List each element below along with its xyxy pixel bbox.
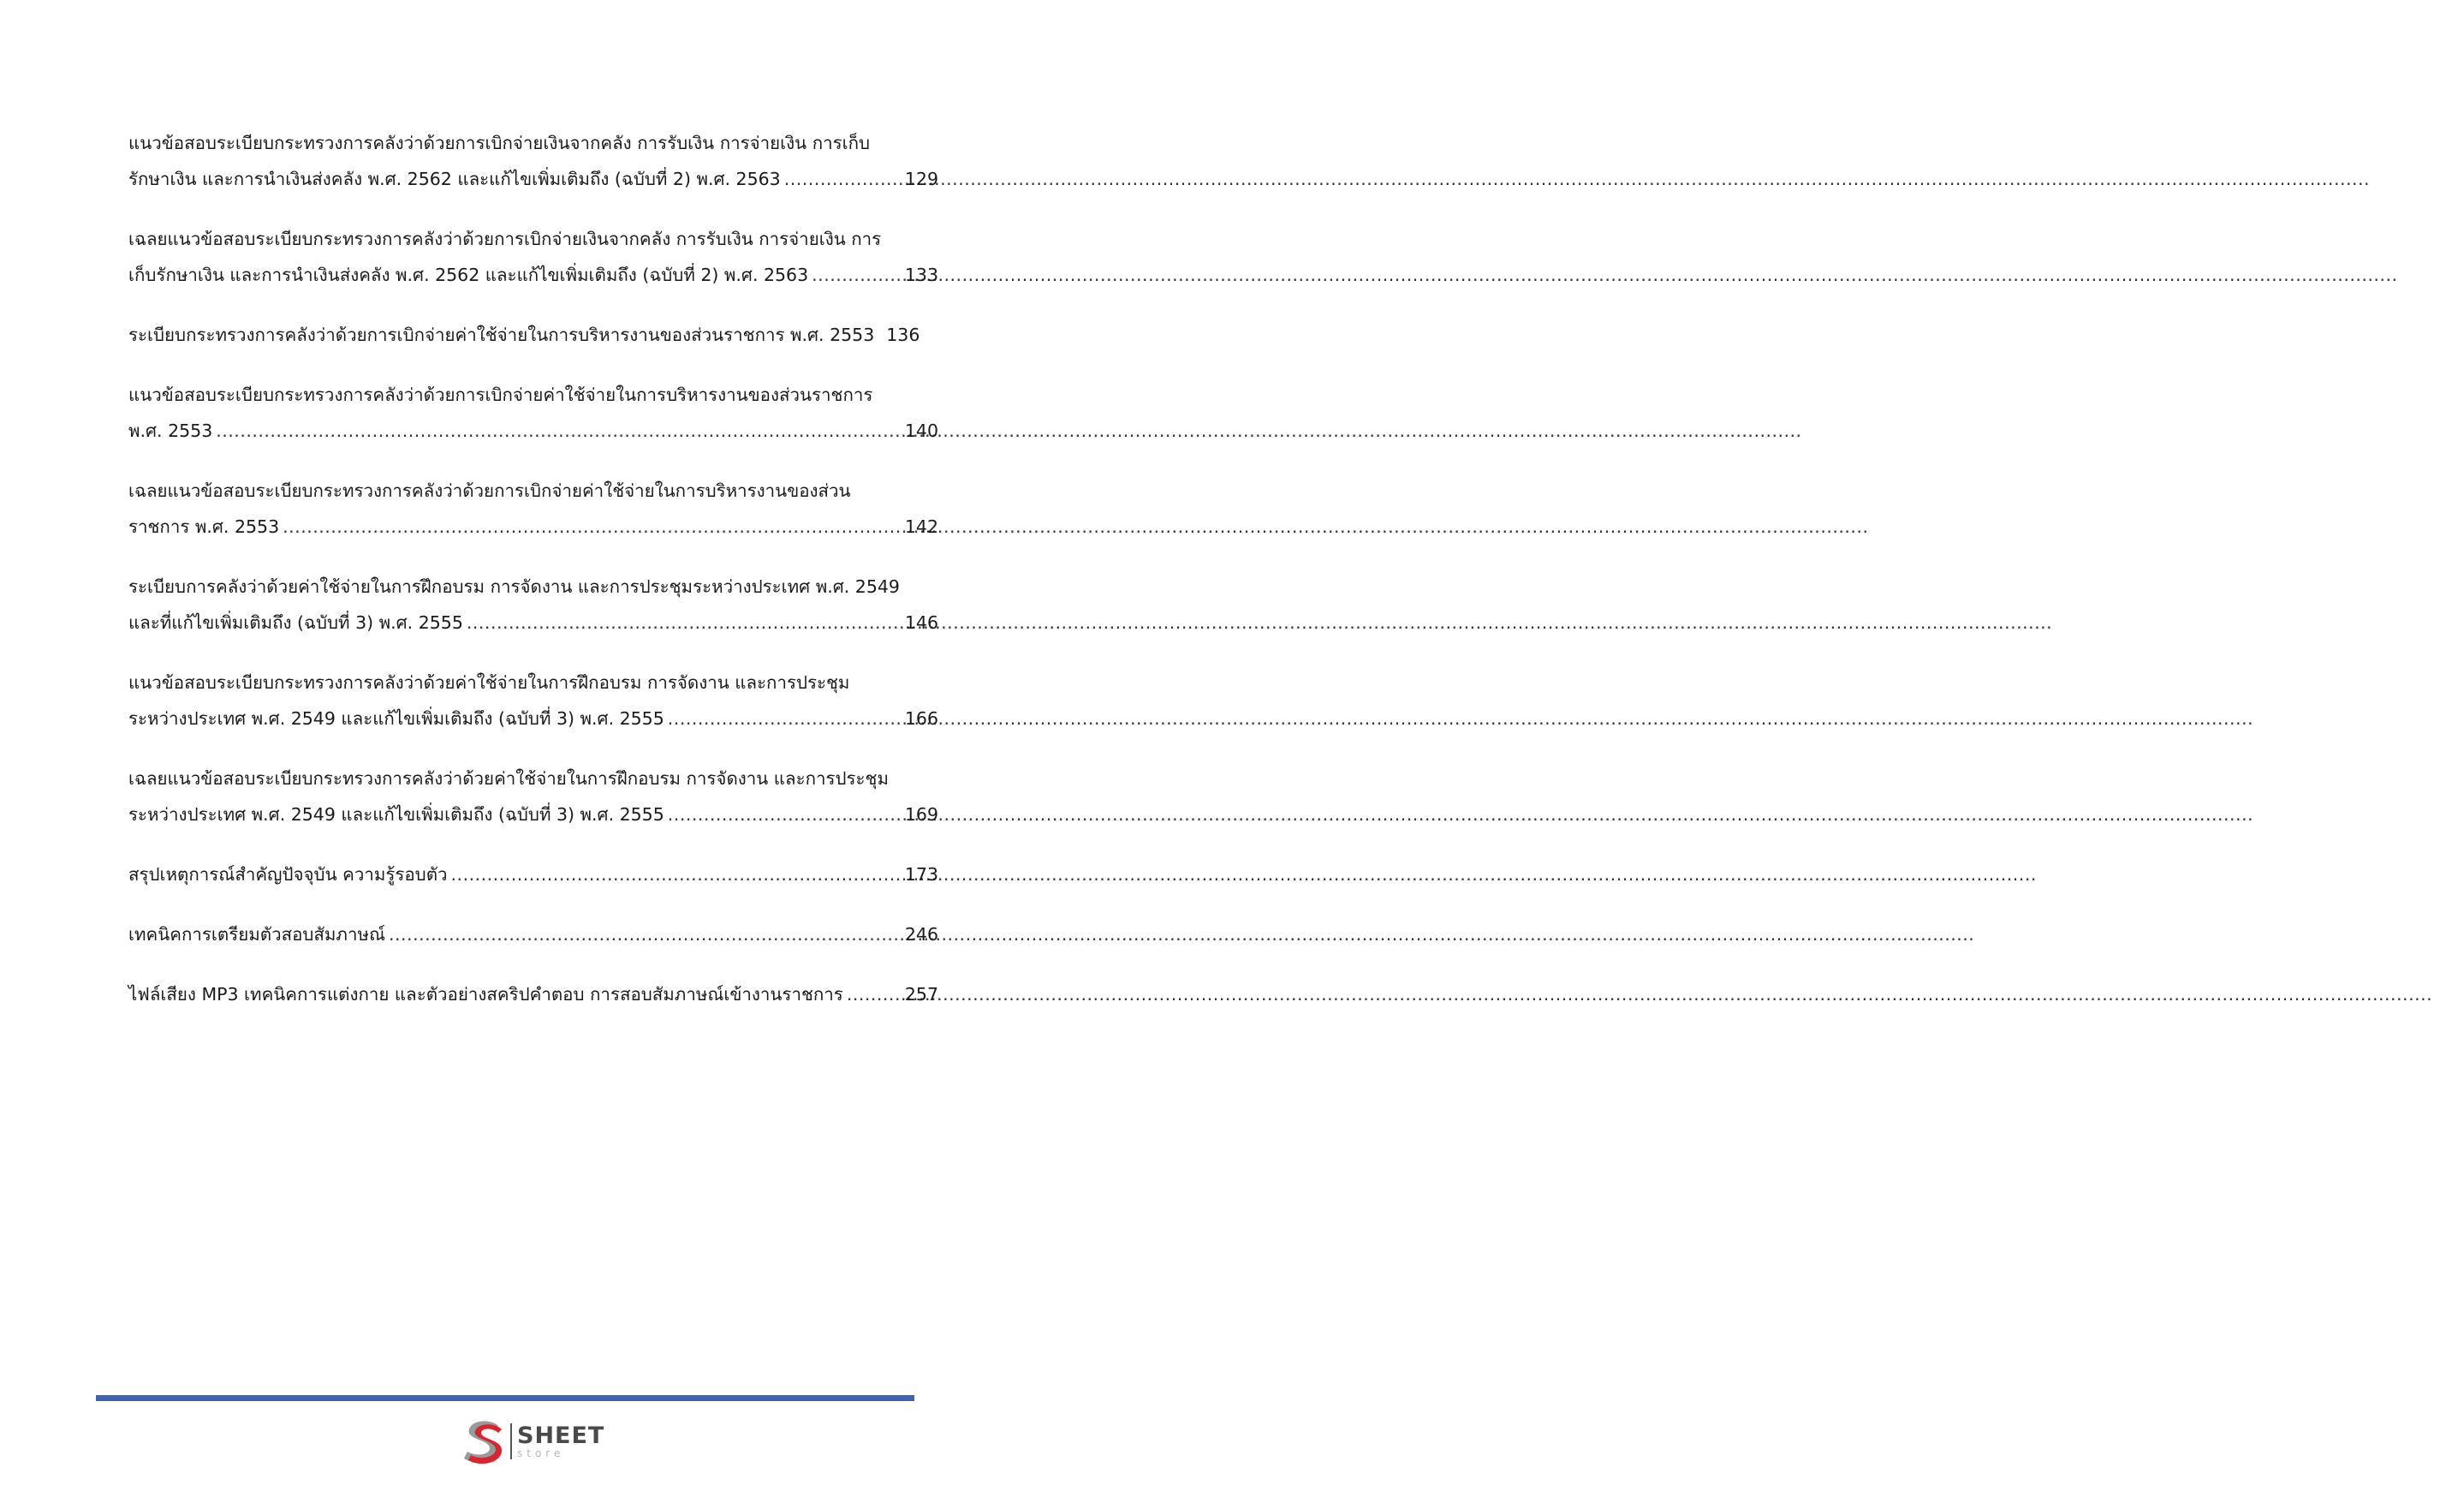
toc-entry-line xyxy=(128,701,938,737)
logo-subtitle: store xyxy=(517,1447,565,1459)
sheet-store-logo xyxy=(461,1417,604,1465)
toc-page-number: 136 xyxy=(886,325,920,345)
toc-entry-line xyxy=(128,796,938,832)
toc-dot-leader xyxy=(389,916,902,952)
toc-entry[interactable] xyxy=(128,317,938,353)
toc-page-number: 169 xyxy=(904,804,938,825)
toc-entry-line xyxy=(128,509,938,545)
toc-entry-title: สรุปเหตุการณ์สำคัญปัจจุบัน ความรู้รอบตัว xyxy=(128,864,448,885)
toc-entry-line xyxy=(128,257,938,293)
footer-divider xyxy=(96,1395,914,1401)
toc-entry-line xyxy=(128,221,938,257)
toc-entry-title: และที่แก้ไขเพิ่มเติมถึง (ฉบับที่ 3) พ.ศ. 2555 xyxy=(128,612,463,633)
toc-page-number: 173 xyxy=(904,864,938,885)
logo-name: SHEET xyxy=(517,1422,605,1449)
toc-page-number: 246 xyxy=(904,924,938,945)
toc-entry-title: เฉลยแนวข้อสอบระเบียบกระทรวงการคลังว่าด้วยการเบิกจ่ายเงินจากคลัง การรับเงิน การจ่ายเงิน การ xyxy=(128,229,882,249)
sheet-store-logo-icon xyxy=(461,1417,507,1465)
toc-entry-line xyxy=(128,856,938,892)
toc-page-number: 257 xyxy=(904,984,938,1005)
toc-dot-leader xyxy=(467,605,902,641)
toc-entry-title: ระหว่างประเทศ พ.ศ. 2549 และแก้ไขเพิ่มเติมถึง (ฉบับที่ 3) พ.ศ. 2555 xyxy=(128,804,664,825)
toc-entry-title: แนวข้อสอบระเบียบกระทรวงการคลังว่าด้วยค่าใช้จ่ายในการฝึกอบรม การจัดงาน และการประชุม xyxy=(128,672,850,693)
toc-page-number: 142 xyxy=(904,516,938,537)
toc-entry-line xyxy=(128,473,938,509)
toc-dot-leader xyxy=(216,413,902,449)
toc-dot-leader xyxy=(668,701,902,737)
toc-dot-leader xyxy=(784,161,902,197)
toc-entry-title: ระหว่างประเทศ พ.ศ. 2549 และแก้ไขเพิ่มเติมถึง (ฉบับที่ 3) พ.ศ. 2555 xyxy=(128,708,664,729)
toc-entry-line xyxy=(128,317,938,353)
toc-entry-title: แนวข้อสอบระเบียบกระทรวงการคลังว่าด้วยการเบิกจ่ายเงินจากคลัง การรับเงิน การจ่ายเงิน การเก็บ xyxy=(128,133,871,153)
logo-text xyxy=(517,1424,604,1458)
toc-dot-leader xyxy=(668,796,902,832)
toc-entry-line xyxy=(128,665,938,701)
toc-entry[interactable] xyxy=(128,976,938,1012)
toc-entry-title: เฉลยแนวข้อสอบระเบียบกระทรวงการคลังว่าด้วยค่าใช้จ่ายในการฝึกอบรม การจัดงาน และการประชุม xyxy=(128,768,889,789)
toc-entry[interactable] xyxy=(128,916,938,952)
toc-entry-title: รักษาเงิน และการนำเงินส่งคลัง พ.ศ. 2562 และแก้ไขเพิ่มเติมถึง (ฉบับที่ 2) พ.ศ. 2563 xyxy=(128,169,781,189)
toc-entry[interactable] xyxy=(128,569,938,641)
toc-entry-line xyxy=(128,976,938,1012)
toc-page-number: 146 xyxy=(904,612,938,633)
table-of-contents xyxy=(128,125,938,1036)
toc-entry-line xyxy=(128,760,938,796)
toc-entry-title: ระเบียบกระทรวงการคลังว่าด้วยการเบิกจ่ายค่าใช้จ่ายในการบริหารงานของส่วนราชการ พ.ศ. 2553 xyxy=(128,325,875,345)
toc-entry-title: แนวข้อสอบระเบียบกระทรวงการคลังว่าด้วยการเบิกจ่ายค่าใช้จ่ายในการบริหารงานของส่วนราชการ xyxy=(128,385,873,405)
toc-entry-line xyxy=(128,161,938,197)
toc-dot-leader xyxy=(283,509,902,545)
toc-entry[interactable] xyxy=(128,856,938,892)
toc-entry[interactable] xyxy=(128,125,938,197)
toc-entry[interactable] xyxy=(128,221,938,293)
toc-entry[interactable] xyxy=(128,473,938,545)
logo-divider xyxy=(510,1423,512,1459)
toc-entry-line xyxy=(128,605,938,641)
toc-entry-title: ระเบียบการคลังว่าด้วยค่าใช้จ่ายในการฝึกอบรม การจัดงาน และการประชุมระหว่างประเทศ พ.ศ. 2549 xyxy=(128,576,900,597)
toc-page-number: 166 xyxy=(904,708,938,729)
toc-entry[interactable] xyxy=(128,377,938,449)
toc-entry-line xyxy=(128,916,938,952)
toc-dot-leader xyxy=(451,856,902,892)
toc-page-number: 129 xyxy=(904,169,938,189)
toc-entry-title: ไฟล์เสียง MP3 เทคนิคการแต่งกาย และตัวอย่างสคริปคำตอบ การสอบสัมภาษณ์เข้างานราชการ xyxy=(128,984,843,1005)
toc-entry-title: ราชการ พ.ศ. 2553 xyxy=(128,516,280,537)
toc-entry-line xyxy=(128,569,938,605)
toc-dot-leader xyxy=(812,257,902,293)
toc-dot-leader xyxy=(847,976,902,1012)
toc-entry-title: พ.ศ. 2553 xyxy=(128,420,213,441)
toc-page-number: 133 xyxy=(904,265,938,285)
toc-entry-title: เก็บรักษาเงิน และการนำเงินส่งคลัง พ.ศ. 2562 และแก้ไขเพิ่มเติมถึง (ฉบับที่ 2) พ.ศ. 2563 xyxy=(128,265,809,285)
toc-entry[interactable] xyxy=(128,665,938,737)
toc-page-number: 140 xyxy=(904,420,938,441)
toc-entry-line xyxy=(128,377,938,413)
toc-entry-line xyxy=(128,413,938,449)
toc-entry-title: เฉลยแนวข้อสอบระเบียบกระทรวงการคลังว่าด้วยการเบิกจ่ายค่าใช้จ่ายในการบริหารงานของส่วน xyxy=(128,480,851,501)
toc-entry[interactable] xyxy=(128,760,938,832)
toc-entry-line xyxy=(128,125,938,161)
toc-entry-title: เทคนิคการเตรียมตัวสอบสัมภาษณ์ xyxy=(128,924,385,945)
